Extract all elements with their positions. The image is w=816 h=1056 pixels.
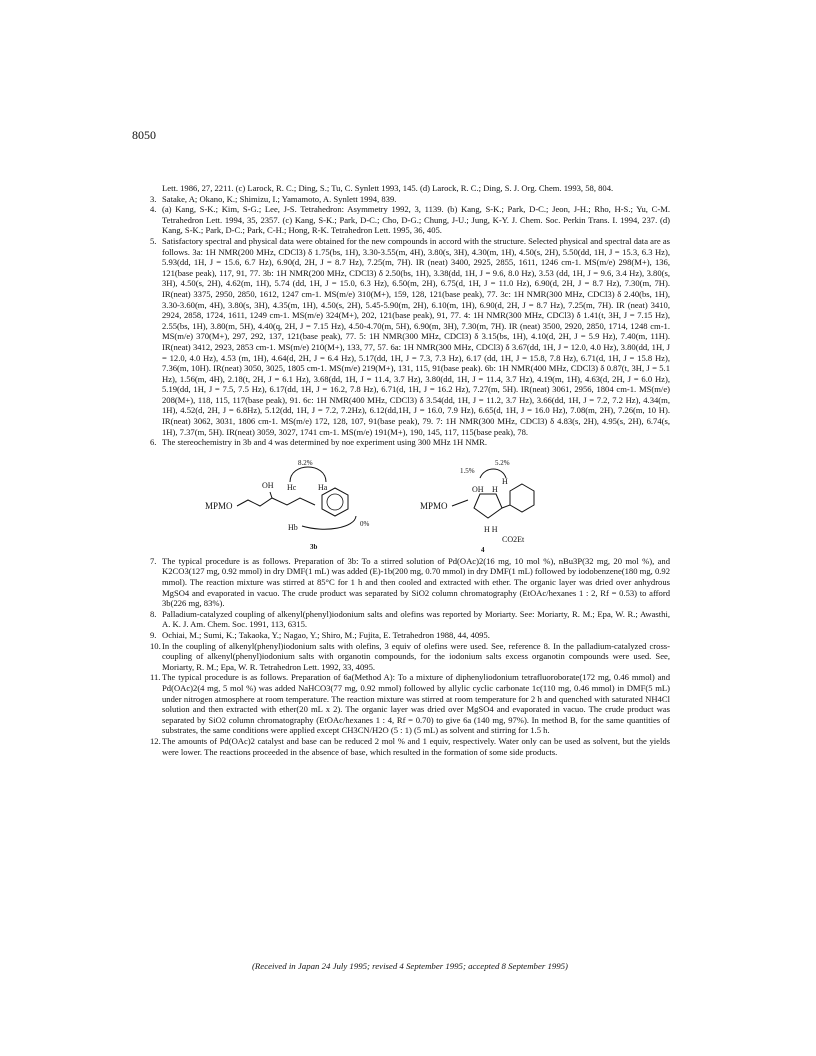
ref-number: 7. <box>150 555 157 566</box>
h-bottom-label: H H <box>484 524 498 534</box>
ref-number: 12. <box>150 735 161 746</box>
noe-right-value: 0% <box>360 519 370 528</box>
ref-number: 5. <box>150 235 157 246</box>
structure-3b <box>205 459 370 551</box>
reference-3 <box>150 194 670 205</box>
ref-text: The typical procedure is as follows. Preparation of 3b: To a stirred solution of Pd(OAc)2(16 mg, 10 mol %), nBu3P(32 mg, 20 mol %), and K2CO3(127 mg, 0.92 mmol) in dry DMF(1 mL) was added (E)-1b(200 mg, 0.70 mmol) in dry DMF(1 mL) followed by iodobenzene(180 mg, 0.92 mmol). The reaction mixture was stirred at 85°C for 1 h and then cooled and extracted with ether. The organic layer was dried over anhydrous MgSO4 and evaporated in vacuo. The crude product was separated by SiO2 column chromatography (EtOAc/hexanes 1 : 2, Rf = 0.53) to afford 3b(226 mg, 83%). <box>162 555 670 609</box>
noe-arrow-2 <box>302 516 356 529</box>
hb-label: Hb <box>288 522 298 532</box>
ref-text: The stereochemistry in 3b and 4 was determined by noe experiment using 300 MHz 1H NMR. <box>162 437 488 448</box>
ref-number: 11. <box>150 672 161 683</box>
mpmo-label: MPMO <box>420 500 448 511</box>
phenyl-ring <box>322 488 348 516</box>
oh-label: OH <box>262 480 274 490</box>
oh-bond <box>270 492 272 498</box>
reference-11 <box>150 672 670 736</box>
ref-text: (a) Kang, S-K.; Kim, S-G.; Lee, J-S. Tetrahedron: Asymmetry 1992, 3, 1139. (b) Kang, S-K.; Park, D-C.; Jeon, J-H.; Rho, H-S.; Yu, C-M. Tetrahedron Lett. 1994, 35, 2357. (c) Kang, S-K.; Park, D-C.; Cho, D-G.; Chung, J-U.; Jung, K-Y. J. Chem. Soc. Perkin Trans. I. 1994, 237. (d) Kang, S-K.; Park, D-C.; Park, C-H.; Hong, R-K. Tetrahedron Lett. 1995, 36, 405. <box>162 204 670 236</box>
ref-number: 4. <box>150 204 157 215</box>
h-ring-label: H <box>492 484 498 494</box>
mpmo-label: MPMO <box>205 500 233 511</box>
reference-5 <box>150 236 670 437</box>
references <box>150 183 670 757</box>
carbon-chain <box>237 498 315 506</box>
ref-text: Palladium-catalyzed coupling of alkenyl(phenyl)iodonium salts and olefins was reported by Moriarty. See: Moriarty, R. M.; Epa, W. R.; Awasthi, A. K. J. Am. Chem. Soc. 1991, 113, 6315. <box>162 608 670 630</box>
noe-left-value: 1.5% <box>460 466 475 475</box>
noe-top-value: 8.2% <box>298 458 313 467</box>
reference-10 <box>150 641 670 673</box>
chain-bond <box>452 500 468 506</box>
ref-number: 8. <box>150 608 157 619</box>
ha-label: Ha <box>318 482 328 492</box>
noe-figure <box>150 448 670 556</box>
structure-4 <box>420 459 534 554</box>
ref-text: The amounts of Pd(OAc)2 catalyst and base can be reduced 2 mol % and 1 equiv, respectively. Water only can be used as solvent, but the yields were lower. The reactions proceeded in the absence of base, which resulted in the formation of some side products. <box>162 735 670 757</box>
ref-text: Ochiai, M.; Sumi, K.; Takaoka, Y.; Nagao, Y.; Shiro, M.; Fujita, E. Tetrahedron 1988, 44, 4095. <box>162 630 490 640</box>
reference-8 <box>150 609 670 630</box>
ref-text: Satisfactory spectral and physical data were obtained for the new compounds in accord with the structure. Selected physical and spectral data are as follows. 3a: 1H NMR(200 MHz, CDCl3) δ 1.75(bs, 1H), 3.30-3.55(m, 4H), 3.80(s, 3H), 4.30(m, 1H), 4.50(s, 2H), 5.50(dd, 1H, J = 15.3, 6.3 Hz), 5.93(dd, 1H, J = 15.6, 6.7 Hz), 6.90(d, 2H, J = 8.7 Hz), 7.25(m, 7H). IR (neat) 3400, 2925, 2855, 1611, 1246 cm-1. MS(m/e) 298(M+), 136, 121(base peak), 117, 91, 77. 3b: 1H NMR(200 MHz, CDCl3) δ 2.50(bs, 1H), 3.38(dd, 1H, J = 9.6, 8.0 Hz), 3.53 (dd, 1H, J = 9.6, 3.4 Hz), 3.80(s, 3H), 4.50(s, 2H), 4.62(m, 1H), 5.74 (dd, 1H, J = 15.0, 6.3 Hz), 6.50(m, 2H), 6.75(d, 1H, J = 11.0 Hz), 6.90(d, 2H, J = 8.7 Hz), 7.30(m, 7H). IR(neat) 3375, 2950, 2850, 1612, 1247 cm-1. MS(m/e) 310(M+), 159, 128, 121(base peak), 77. 3c: 1H NMR(300 MHz, CDCl3) δ 2.40(bs, 1H), 3.30-3.60(m, 4H), 3.80(s, 3H), 4.35(m, 1H), 4.50(s, 2H), 5.45-5.90(m, 2H), 6.10(m, 1H), 6.90(d, 2H, J = 8.7 Hz), 7.25(m, 7H). IR (neat) 3410, 2924, 2858, 1724, 1611, 1249 cm-1. MS(m/e) 324(M+), 202, 121(base peak), 91, 77. 4: 1H NMR(300 MHz, CDCl3) δ 1.41(t, 3H, J = 7.15 Hz), 2.55(bs, 1H), 3.80(m, 5H), 4.40(q, 2H, J = 7.15 Hz), 4.50-4.70(m, 5H), 6.90(m, 3H), 7.30(m, 7H). IR (neat) 3500, 2920, 2850, 1714, 1248 cm-1. MS(m/e) 370(M+), 297, 292, 137, 121(base peak), 77. 5: 1H NMR(300 MHz, CDCl3) δ 3.15(bs, 1H), 4.10(d, 2H, J = 5.9 Hz), 7.40(m, 11H). IR(neat) 3412, 2923, 2853 cm-1. MS(m/e) 210(M+), 133, 77, 57. 6a: 1H NMR(300 MHz, CDCl3) δ 3.67(dd, 1H, J = 12.0, 4.0 Hz), 3.80(dd, 1H, J = 12.0, 4.0 Hz), 4.53 (m, 1H), 4.64(d, 2H, J = 6.4 Hz), 5.17(dd, 1H, J = 7.3, 7.3 Hz), 6.17 (dd, 1H, J = 15.8, 7.8 Hz), 6.71(d, 1H, J = 15.8 Hz), 7.36(m, 10H). IR(neat) 3050, 3025, 1805 cm-1. MS(m/e) 219(M+), 131, 115, 91(base peak). 6b: 1H NMR(400 MHz, CDCl3) δ 0.87(t, 3H, J = 5.1 Hz), 1.56(m, 4H), 2.18(t, 2H, J = 6.1 Hz), 3.68(dd, 1H, J = 11.4, 3.7 Hz), 3.80(dd, 1H, J = 11.4, 3.7 Hz), 4.19(m, 1H), 4.63(d, 2H, J = 6.0 Hz), 5.19(dd, 1H, J = 7.5, 7.5 Hz), 6.17(dd, 1H, J = 16.2, 7.8 Hz), 6.71(d, 1H, J = 16.2 Hz), 7.27(m, 5H). IR(neat) 3061, 2956, 1804 cm-1. MS(m/e) 208(M+), 118, 115, 117(base peak), 91. 6c: 1H NMR(400 MHz, CDCl3) δ 3.54(dd, 1H, J = 11.2, 3.7 Hz), 3.66(dd, 1H, J = 7.2, 7.2 Hz), 4.34(m, 1H), 4.52(d, 2H, J = 6.8Hz), 5.12(dd, 1H, J = 7.2, 7.2Hz), 6.12(dd,1H, J = 16.0, 7.9 Hz), 6.65(d, 1H, J = 16.0 Hz), 7.08(m, 2H), 7.26(m, 10 H). IR(neat) 3062, 3031, 1806 cm-1. MS(m/e) 172, 128, 107, 91(base peak), 79. 7: 1H NMR(300 MHz, CDCl3) δ 4.83(s, 2H), 4.95(s, 2H), 6.74(s, 1H), 7.37(m, 5H). IR(neat) 3059, 3027, 1741 cm-1. MS(m/e) 191(M+), 190, 145, 117, 115(base peak), 78. <box>162 235 670 437</box>
ref-number: 6. <box>150 437 157 448</box>
compound-label: 4 <box>481 545 485 554</box>
ester-label: CO2Et <box>502 534 525 544</box>
structure-drawing <box>150 448 670 556</box>
ref-number: 9. <box>150 630 157 640</box>
reference-6 <box>150 437 670 448</box>
compound-label: 3b <box>310 542 318 551</box>
reference-continuation: Lett. 1986, 27, 2211. (c) Larock, R. C.; Ding, S.; Tu, C. Synlett 1993, 145. (d) Larock, R. C.; Ding, S. J. Org. Chem. 1993, 58, 804. <box>162 183 614 193</box>
hc-label: Hc <box>287 482 297 492</box>
noe-right-value: 5.2% <box>495 458 510 467</box>
ref-text: The typical procedure is as follows. Preparation of 6a(Method A): To a mixture of diphenyliodonium tetrafluoroborate(172 mg, 0.46 mmol) and Pd(OAc)2(4 mg, 5 mol %) was added NaHCO3(77 mg, 0.92 mmol) followed by allylic cyclic carbonate 1c(110 mg, 0.46 mmol) in DMF(5 mL) under nitrogen atmosphere at room temperature. The reaction mixture was stirred at room temperature for 2 h and quenched with saturated NH4Cl solution and then extracted with ether(20 mL x 2). The organic layer was dried over MgSO4 and evaporated in vacuo. The crude product was separated by SiO2 column chromatography (EtOAc/hexanes 1 : 4, Rf = 0.70) to give 6a (140 mg, 97%). In method B, for the same quantities of substrates, the same conditions were applied except CH3CN/H2O (5 : 1) (5 mL) as solvent and stirring for 1.5 h. <box>162 672 670 736</box>
ref-number: 3. <box>150 193 157 204</box>
h-top-label: H <box>502 476 508 486</box>
aromatic-circle <box>327 494 343 510</box>
ref-text: In the coupling of alkenyl(phenyl)iodonium salts with olefins, 3 equiv of olefins were used. See, reference 8. In the palladium-catalyzed cross-coupling of alkenyl(phenyl)iodonium salts with organotin compounds, for the iodonium salts excess organotin compounds were used. See, Moriarty, R. M.; Epa, W. R. Tetrahedron Lett. 1992, 33, 4095. <box>162 640 670 672</box>
ref-number: 10. <box>150 640 161 651</box>
reference-7 <box>150 556 670 609</box>
phenyl-ring <box>510 484 534 512</box>
reference-4 <box>150 204 670 236</box>
ref-text: Satake, A; Okano, K.; Shimizu, I.; Yamamoto, A. Synlett 1994, 839. <box>162 193 397 204</box>
page-number: 8050 <box>132 128 156 142</box>
oh-label: OH <box>472 484 484 494</box>
received-dates: (Received in Japan 24 July 1995; revised 4 September 1995; accepted 8 September 1995) <box>251 961 568 971</box>
five-membered-ring <box>474 494 502 518</box>
reference-12 <box>150 736 670 757</box>
aryl-bond <box>502 505 510 508</box>
noe-arrow <box>290 467 326 482</box>
reference-9 <box>150 630 670 641</box>
